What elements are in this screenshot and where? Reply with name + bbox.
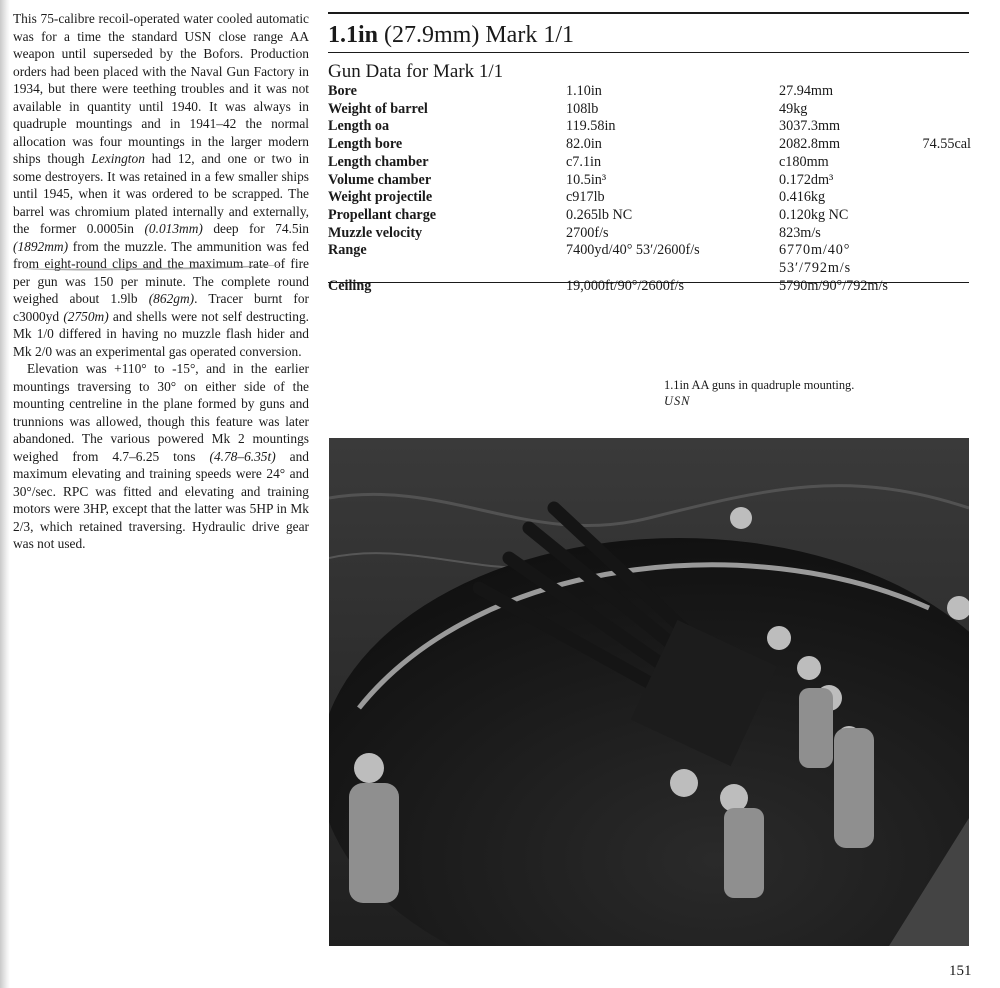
extra-value xyxy=(915,172,971,190)
table-bottom-rule xyxy=(328,282,969,283)
photo-illustration xyxy=(329,438,969,946)
paragraph-2 xyxy=(13,360,309,553)
photo-caption xyxy=(664,378,944,409)
text-run: This 75-calibre recoil-operated water cooled automatic was for a time the standard USN close range AA weapon until superseded by the Bofors. Production orders had been placed with the Naval Gun Factory in 1934, but there were teething troubles and it was not available in quantity until 1940. It was always in quadruple mountings and in 1941–42 the normal allocation was four mountings in the larger modern ships though xyxy=(13,11,309,166)
left-text-column xyxy=(13,10,309,553)
data-label: Propellant charge xyxy=(328,206,437,223)
page-binding-shadow xyxy=(0,0,10,988)
extra-value xyxy=(915,101,971,119)
imperial-value: c7.1in xyxy=(566,153,602,170)
data-label: Weight projectile xyxy=(328,189,433,206)
imperial-value: 82.0in xyxy=(566,136,602,153)
text-run: Elevation was +110° to -15°, and in the earlier mountings traversing to 30° on either side of the mounting centreline in the plane formed by guns and trunnions was allowed, though this feature was later abandoned. The various powered Mk 2 mountings weighed from 4.7–6.25 tons xyxy=(13,361,309,464)
metric-value: 2082.8mm xyxy=(779,136,841,153)
top-rule xyxy=(328,12,969,14)
extra-value xyxy=(915,118,971,136)
metric-value: (862gm) xyxy=(148,291,195,306)
paragraph-1 xyxy=(13,10,309,360)
gun-data-row xyxy=(328,136,971,154)
extra-value xyxy=(915,83,971,101)
photo-credit: USN xyxy=(664,393,691,408)
data-label: Weight of barrel xyxy=(328,100,428,117)
aa-gun-photograph xyxy=(329,438,969,946)
extra-value xyxy=(915,242,971,277)
text-run: and shells were not self destructing. Mk 1/0 differed in having no muzzle flash hider and Mk 2/0 was an experimental gas operated conversion. xyxy=(13,308,309,359)
data-label: Length chamber xyxy=(328,153,429,170)
data-label: Range xyxy=(328,242,367,259)
gun-title-rest: (27.9mm) Mark 1/1 xyxy=(378,22,574,48)
page-number: 151 xyxy=(949,963,972,979)
text-run: . Tracer burnt for c3000yd xyxy=(13,291,309,324)
metric-value: 0.120kg NC xyxy=(779,206,849,223)
metric-value: (1892mm) xyxy=(13,238,69,254)
extra-value xyxy=(915,207,971,225)
metric-value: 6770m/40° 53′/792m/s xyxy=(779,242,852,277)
gun-title-calibre: 1.1in xyxy=(328,22,379,48)
caption-text: 1.1in AA guns in quadruple mounting. xyxy=(664,378,855,392)
data-label: Ceiling xyxy=(328,277,372,294)
extra-value xyxy=(915,154,971,172)
metric-value: 0.416kg xyxy=(779,189,826,206)
imperial-value: 119.58in xyxy=(566,118,616,135)
gun-title xyxy=(328,20,969,50)
imperial-value: 2700f/s xyxy=(566,224,609,241)
text-run: from the muzzle. The ammunition was fed from eight-round clips and the maximum rate of fire per gun was 150 per minute. The complete round weighed about 1.9lb xyxy=(13,238,309,306)
gun-data-heading: Gun Data for Mark 1/1 xyxy=(328,61,504,82)
data-label: Volume chamber xyxy=(328,171,432,188)
imperial-value: c917lb xyxy=(566,189,605,206)
gun-data-row xyxy=(328,118,971,136)
imperial-value: 19,000ft/90°/2600f/s xyxy=(566,277,684,294)
metric-value: 5790m/90°/792m/s xyxy=(779,277,888,294)
gun-data-row xyxy=(328,242,971,277)
text-run: had 12, and one or two in some destroyers. It was retained in a few smaller ships until 1945, when it was ordered to be scrapped. The barrel was chromium plated internally and externally, the former 0.0005in xyxy=(13,151,309,236)
gun-data-row xyxy=(328,207,971,225)
metric-value: 823m/s xyxy=(779,224,821,241)
gun-data-row xyxy=(328,189,971,207)
extra-value xyxy=(915,225,971,243)
gun-data-row xyxy=(328,225,971,243)
text-run: deep for 74.5in xyxy=(202,221,309,236)
metric-value: 3037.3mm xyxy=(779,118,841,135)
gun-data-row xyxy=(328,172,971,190)
data-label: Length oa xyxy=(328,118,390,135)
gun-data-table xyxy=(328,83,971,295)
ship-name: Lexington xyxy=(91,151,145,166)
gun-data-row xyxy=(328,101,971,119)
metric-value: (0.013mm) xyxy=(144,221,203,236)
imperial-value: 0.265lb NC xyxy=(566,206,633,223)
extra-value: 74.55cal xyxy=(922,136,971,153)
text-run: and maximum elevating and training speeds were 24° and 30°/sec. RPC was fitted and elevating and training motors were 3HP, except that the latter was 5HP in Mk 2/3, which retained traversing. Hydraulic drive gear was not used. xyxy=(13,448,309,551)
imperial-value: 10.5in³ xyxy=(566,171,607,188)
extra-value xyxy=(915,278,971,296)
title-rule xyxy=(328,52,969,53)
metric-value: 27.94mm xyxy=(779,83,833,99)
imperial-value: 1.10in xyxy=(566,83,602,99)
data-label: Length bore xyxy=(328,136,403,153)
metric-value: (4.78–6.35t) xyxy=(209,448,276,464)
data-label: Bore xyxy=(328,83,357,99)
metric-value: c180mm xyxy=(779,153,829,170)
extra-value xyxy=(915,189,971,207)
gun-data-row xyxy=(328,278,971,296)
imperial-value: 108lb xyxy=(566,100,599,117)
gun-data-row xyxy=(328,154,971,172)
gun-data-row xyxy=(328,83,971,101)
metric-value: 0.172dm³ xyxy=(779,171,834,188)
imperial-value: 7400yd/40° 53′/2600f/s xyxy=(566,242,700,259)
metric-value: (2750m) xyxy=(63,308,109,324)
metric-value: 49kg xyxy=(779,100,808,117)
data-label: Muzzle velocity xyxy=(328,224,423,241)
